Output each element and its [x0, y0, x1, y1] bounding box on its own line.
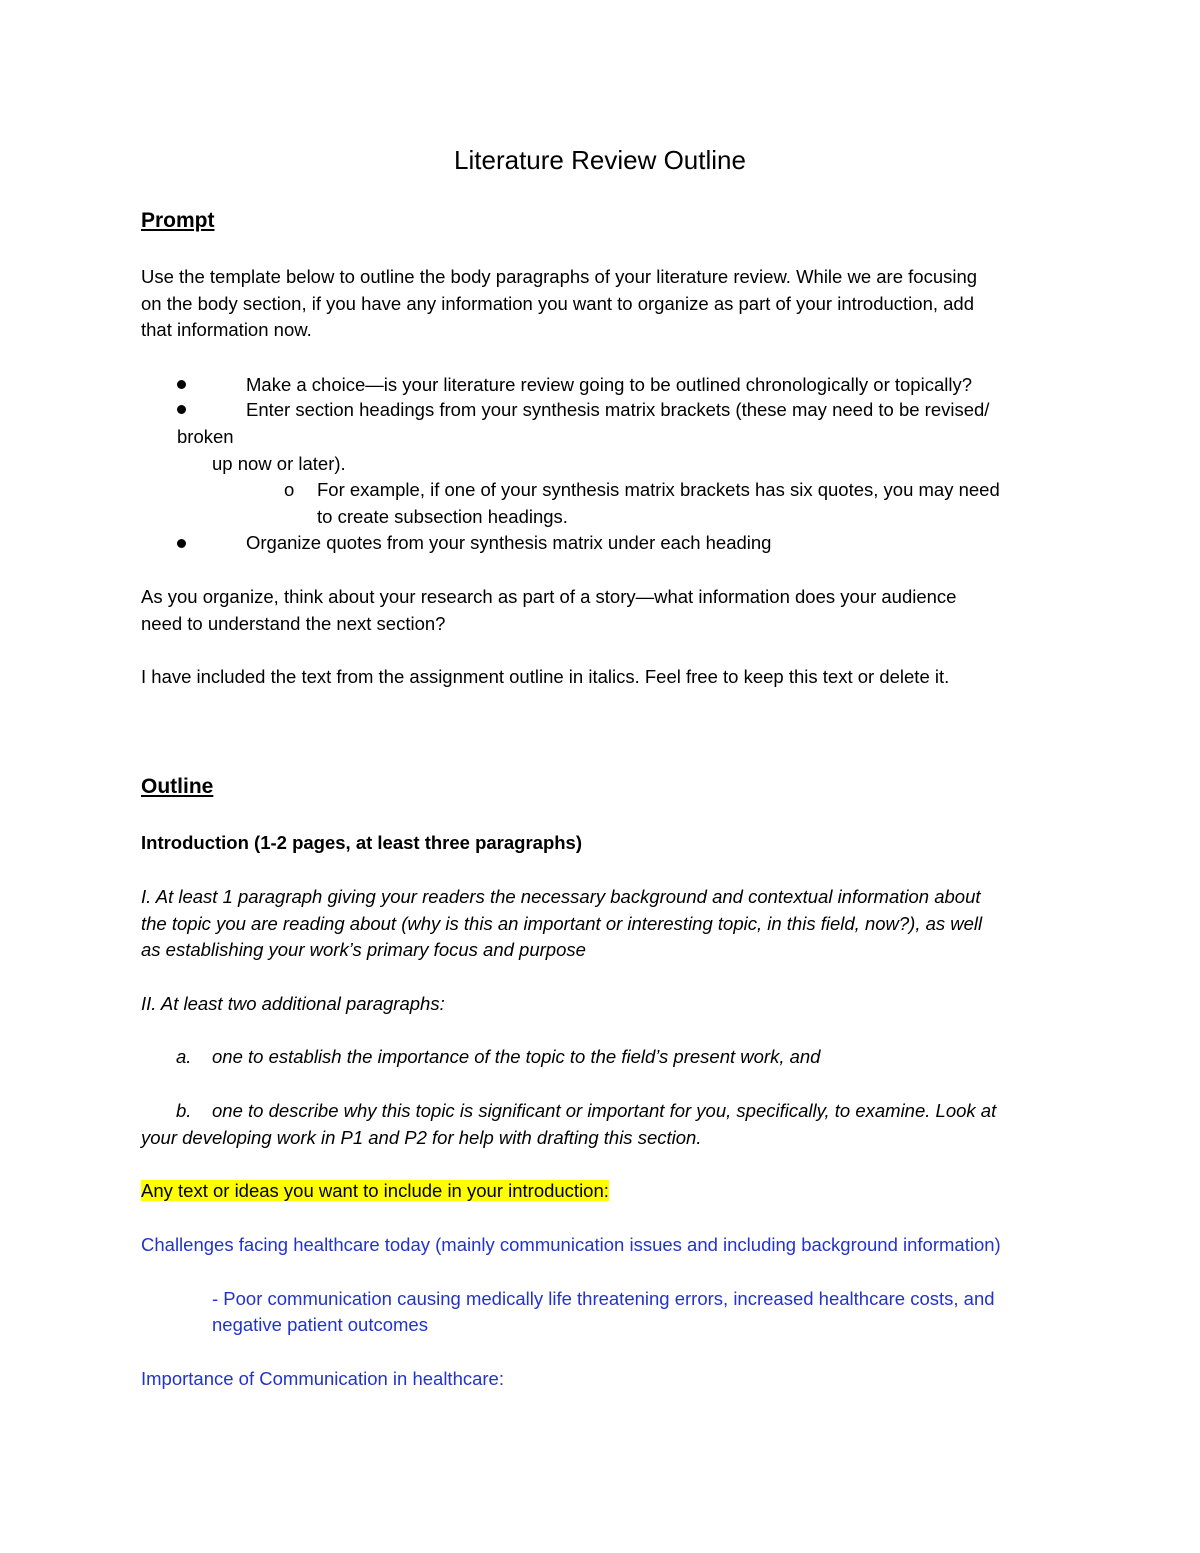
italics-note: I have included the text from the assignment outline in italics. Feel free to keep this text or delete it. — [141, 666, 950, 687]
prompt-paragraph-line-3: that information now. — [141, 319, 312, 340]
story-paragraph-line-1: As you organize, think about your research as part of a story—what information does your audience — [141, 586, 957, 607]
sub-bullet-text: For example, if one of your synthesis matrix brackets has six quotes, you may need — [317, 479, 1000, 500]
item-a-marker: a. — [176, 1046, 192, 1067]
blue-subpoint-line-1: - Poor communication causing medically life threatening errors, increased healthcare costs, and — [212, 1288, 995, 1309]
blue-topic-line: Challenges facing healthcare today (mainly communication issues and including background information) — [141, 1234, 1001, 1255]
item-b-marker: b. — [176, 1100, 192, 1121]
prompt-paragraph-line-2: on the body section, if you have any information you want to organize as part of your introduction, add — [141, 293, 975, 314]
prompt-paragraph-line-1: Use the template below to outline the body paragraphs of your literature review. While we are focusing — [141, 266, 978, 287]
highlighted-instruction — [141, 1178, 609, 1204]
item-a-text: one to establish the importance of the topic to the field’s present work, and — [212, 1046, 821, 1067]
story-paragraph-line-2: need to understand the next section? — [141, 613, 446, 634]
document-title: Literature Review Outline — [454, 145, 746, 175]
bullet-2-text: Enter section headings from your synthesis matrix brackets (these may need to be revised/ — [246, 399, 990, 420]
blue-subpoint-line-2: negative patient outcomes — [212, 1314, 428, 1335]
bullet-icon — [177, 380, 186, 389]
item-i-line-2: the topic you are reading about (why is this an important or interesting topic, in this field, now?), as well — [141, 913, 983, 934]
bullet-icon — [177, 539, 186, 548]
blue-importance-heading: Importance of Communication in healthcare: — [141, 1368, 504, 1389]
prompt-heading: Prompt — [141, 209, 215, 232]
highlighted-instruction-text: Any text or ideas you want to include in your introduction: — [141, 1180, 609, 1201]
sub-bullet-text-cont: to create subsection headings. — [317, 506, 568, 527]
item-ii: II. At least two additional paragraphs: — [141, 993, 445, 1014]
bullet-2-text-cont-2: up now or later). — [212, 453, 346, 474]
item-i-line-1: I. At least 1 paragraph giving your readers the necessary background and contextual information about — [141, 886, 981, 907]
bullet-2-text-cont: broken — [177, 426, 234, 447]
item-b-text: one to describe why this topic is significant or important for you, specifically, to examine. Look at — [212, 1100, 997, 1121]
bullet-icon — [177, 405, 186, 414]
outline-heading: Outline — [141, 775, 214, 798]
item-b-text-cont: your developing work in P1 and P2 for help with drafting this section. — [141, 1127, 702, 1148]
sub-bullet-marker: o — [284, 479, 295, 500]
introduction-heading: Introduction (1-2 pages, at least three paragraphs) — [141, 832, 583, 853]
bullet-1-text: Make a choice—is your literature review going to be outlined chronologically or topically? — [246, 374, 972, 395]
bullet-3-text: Organize quotes from your synthesis matrix under each heading — [246, 532, 772, 553]
item-i-line-3: as establishing your work’s primary focus and purpose — [141, 939, 586, 960]
